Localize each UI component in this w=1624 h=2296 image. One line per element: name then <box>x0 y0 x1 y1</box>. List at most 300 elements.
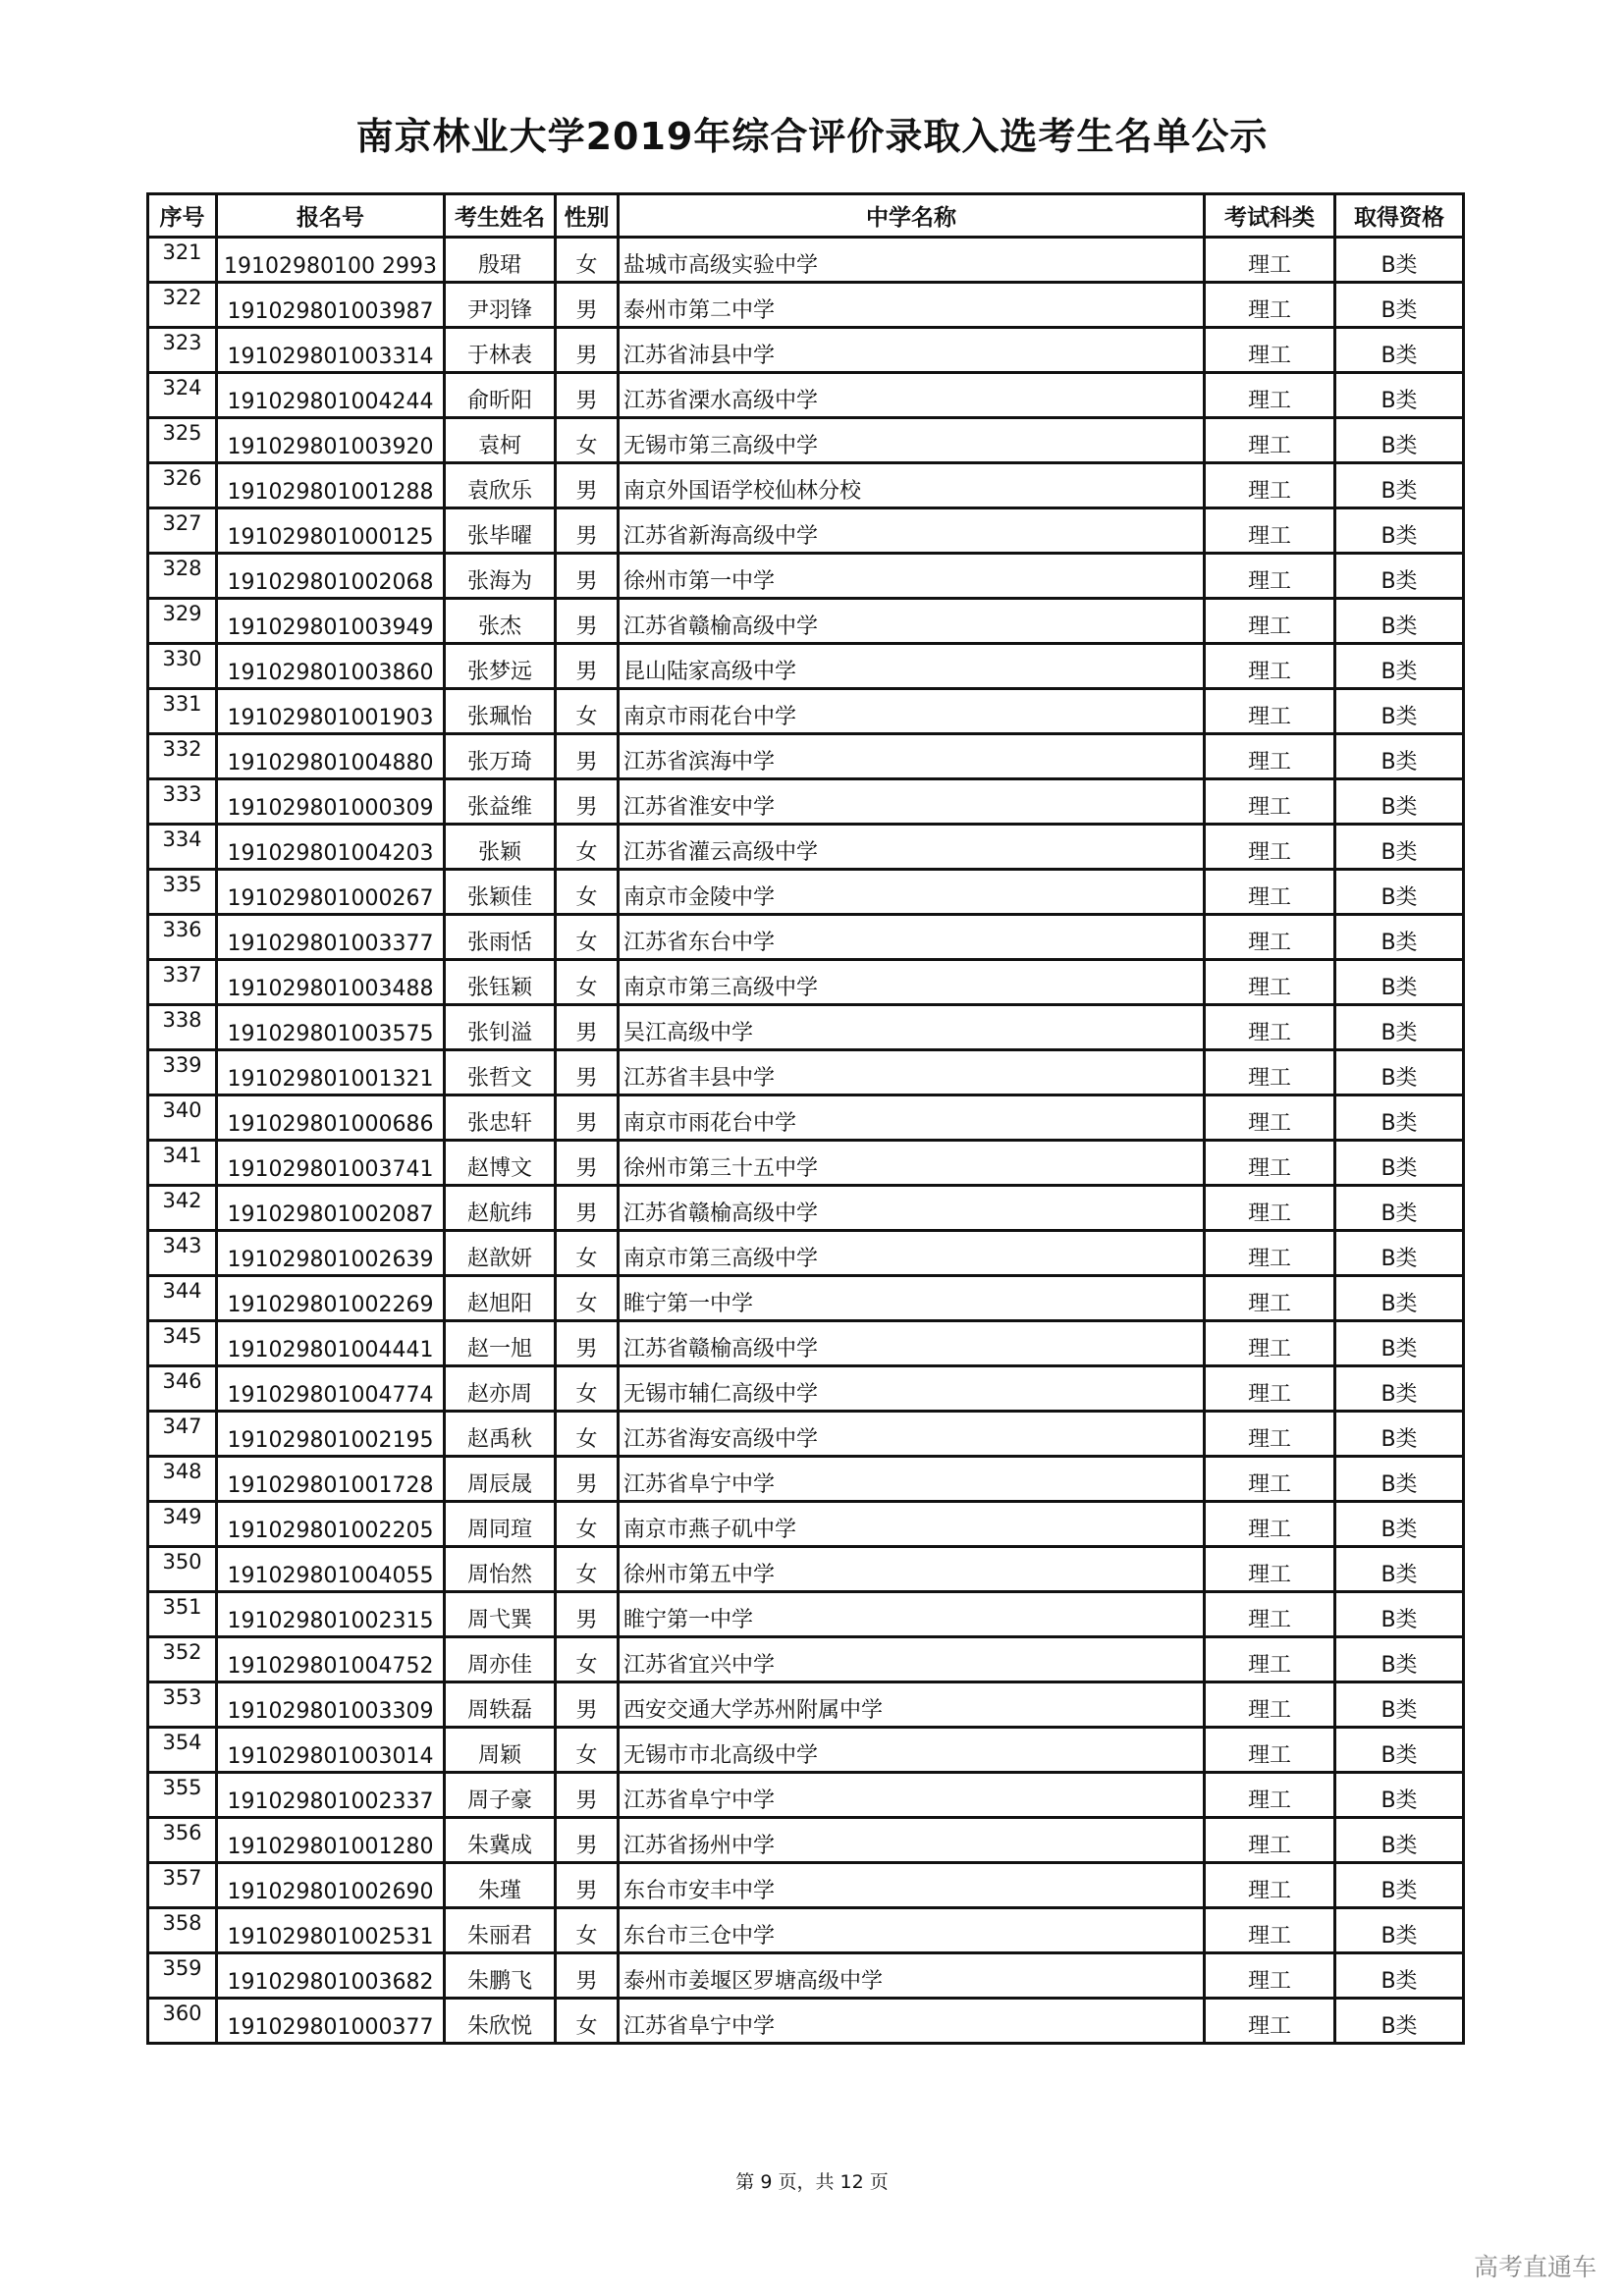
exam-category-cell: 理工 <box>1205 734 1335 779</box>
exam-category-cell: 理工 <box>1205 870 1335 915</box>
qualification-cell: B类 <box>1335 1863 1464 1908</box>
page-footer: 第 9 页，共 12 页 <box>735 2171 889 2193</box>
exam-category-cell: 理工 <box>1205 599 1335 644</box>
table-row <box>148 1186 1464 1231</box>
registration-number-cell: 191029801002690 <box>217 1863 445 1908</box>
table-row <box>148 1412 1464 1457</box>
seq-cell: 355 <box>148 1773 217 1818</box>
registration-number-cell: 191029801003682 <box>217 1953 445 1999</box>
school-name-cell: 江苏省赣榆高级中学 <box>619 1186 1205 1231</box>
table-row <box>148 1863 1464 1908</box>
school-name-cell: 东台市安丰中学 <box>619 1863 1205 1908</box>
candidate-name-cell: 殷珺 <box>445 238 556 283</box>
table-row <box>148 870 1464 915</box>
school-name-cell: 江苏省东台中学 <box>619 915 1205 960</box>
qualification-cell: B类 <box>1335 825 1464 870</box>
gender-cell: 女 <box>556 689 619 734</box>
gender-cell: 女 <box>556 1637 619 1682</box>
gender-cell: 男 <box>556 1863 619 1908</box>
registration-number-cell: 191029801002269 <box>217 1276 445 1321</box>
seq-cell: 321 <box>148 238 217 283</box>
seq-cell: 346 <box>148 1366 217 1412</box>
table-row <box>148 825 1464 870</box>
gender-cell: 男 <box>556 463 619 508</box>
seq-cell: 326 <box>148 463 217 508</box>
seq-cell: 324 <box>148 373 217 418</box>
seq-cell: 331 <box>148 689 217 734</box>
exam-category-cell: 理工 <box>1205 1366 1335 1412</box>
exam-category-cell: 理工 <box>1205 1953 1335 1999</box>
exam-category-cell: 理工 <box>1205 1908 1335 1953</box>
exam-category-cell: 理工 <box>1205 283 1335 328</box>
candidate-name-cell: 周子豪 <box>445 1773 556 1818</box>
qualification-cell: B类 <box>1335 1095 1464 1141</box>
table-row <box>148 644 1464 689</box>
gender-cell: 女 <box>556 870 619 915</box>
table-row <box>148 1366 1464 1412</box>
table-row <box>148 283 1464 328</box>
gender-cell: 男 <box>556 1321 619 1366</box>
seq-cell: 322 <box>148 283 217 328</box>
qualification-cell: B类 <box>1335 1276 1464 1321</box>
qualification-cell: B类 <box>1335 418 1464 463</box>
qualification-cell: B类 <box>1335 1682 1464 1728</box>
gender-cell: 男 <box>556 1592 619 1637</box>
exam-category-cell: 理工 <box>1205 508 1335 554</box>
header-candidate-name: 考生姓名 <box>445 194 556 238</box>
school-name-cell: 南京市雨花台中学 <box>619 689 1205 734</box>
registration-number-cell: 191029801000377 <box>217 1999 445 2044</box>
exam-category-cell: 理工 <box>1205 1502 1335 1547</box>
qualification-cell: B类 <box>1335 508 1464 554</box>
candidate-name-cell: 朱瑾 <box>445 1863 556 1908</box>
table-row <box>148 1502 1464 1547</box>
candidate-name-cell: 张杰 <box>445 599 556 644</box>
school-name-cell: 昆山陆家高级中学 <box>619 644 1205 689</box>
registration-number-cell: 191029801003860 <box>217 644 445 689</box>
table-row <box>148 734 1464 779</box>
registration-number-cell: 191029801004244 <box>217 373 445 418</box>
qualification-cell: B类 <box>1335 779 1464 825</box>
gender-cell: 女 <box>556 1728 619 1773</box>
candidate-name-cell: 张毕曜 <box>445 508 556 554</box>
table-row <box>148 508 1464 554</box>
seq-cell: 325 <box>148 418 217 463</box>
gender-cell: 男 <box>556 373 619 418</box>
gender-cell: 女 <box>556 1502 619 1547</box>
seq-cell: 345 <box>148 1321 217 1366</box>
qualification-cell: B类 <box>1335 1141 1464 1186</box>
registration-number-cell: 191029801003488 <box>217 960 445 1005</box>
exam-category-cell: 理工 <box>1205 1005 1335 1050</box>
school-name-cell: 盐城市高级实验中学 <box>619 238 1205 283</box>
table-row <box>148 554 1464 599</box>
header-school-name: 中学名称 <box>619 194 1205 238</box>
candidate-name-cell: 赵博文 <box>445 1141 556 1186</box>
exam-category-cell: 理工 <box>1205 1412 1335 1457</box>
table-row <box>148 238 1464 283</box>
exam-category-cell: 理工 <box>1205 1547 1335 1592</box>
seq-cell: 323 <box>148 328 217 373</box>
qualification-cell: B类 <box>1335 1999 1464 2044</box>
exam-category-cell: 理工 <box>1205 689 1335 734</box>
registration-number-cell: 191029801001321 <box>217 1050 445 1095</box>
registration-number-cell: 191029801003920 <box>217 418 445 463</box>
table-row <box>148 689 1464 734</box>
table-row <box>148 1276 1464 1321</box>
gender-cell: 男 <box>556 554 619 599</box>
exam-category-cell: 理工 <box>1205 1773 1335 1818</box>
qualification-cell: B类 <box>1335 689 1464 734</box>
registration-number-cell: 191029801001288 <box>217 463 445 508</box>
registration-number-cell: 191029801002068 <box>217 554 445 599</box>
seq-cell: 353 <box>148 1682 217 1728</box>
watermark: 高考直通车 <box>1473 2253 1597 2281</box>
registration-number-cell: 191029801000686 <box>217 1095 445 1141</box>
candidate-name-cell: 张颖 <box>445 825 556 870</box>
seq-cell: 356 <box>148 1818 217 1863</box>
candidate-name-cell: 朱冀成 <box>445 1818 556 1863</box>
registration-number-cell: 191029801002315 <box>217 1592 445 1637</box>
seq-cell: 342 <box>148 1186 217 1231</box>
gender-cell: 男 <box>556 1005 619 1050</box>
registration-number-cell: 191029801003014 <box>217 1728 445 1773</box>
school-name-cell: 江苏省滨海中学 <box>619 734 1205 779</box>
table-row <box>148 463 1464 508</box>
registration-number-cell: 191029801002205 <box>217 1502 445 1547</box>
seq-cell: 336 <box>148 915 217 960</box>
registration-number-cell: 191029801004441 <box>217 1321 445 1366</box>
candidate-name-cell: 张益维 <box>445 779 556 825</box>
school-name-cell: 泰州市姜堰区罗塘高级中学 <box>619 1953 1205 1999</box>
candidate-name-cell: 于林表 <box>445 328 556 373</box>
qualification-cell: B类 <box>1335 1050 1464 1095</box>
table-row <box>148 1773 1464 1818</box>
qualification-cell: B类 <box>1335 1818 1464 1863</box>
school-name-cell: 东台市三仓中学 <box>619 1908 1205 1953</box>
exam-category-cell: 理工 <box>1205 644 1335 689</box>
candidate-name-cell: 袁柯 <box>445 418 556 463</box>
document-title: 南京林业大学2019年综合评价录取入选考生名单公示 <box>355 115 1269 158</box>
registration-number-cell: 19102980100 2993 <box>217 238 445 283</box>
school-name-cell: 江苏省海安高级中学 <box>619 1412 1205 1457</box>
gender-cell: 女 <box>556 238 619 283</box>
registration-number-cell: 191029801002195 <box>217 1412 445 1457</box>
qualification-cell: B类 <box>1335 283 1464 328</box>
registration-number-cell: 191029801000125 <box>217 508 445 554</box>
candidate-name-cell: 张钰颖 <box>445 960 556 1005</box>
candidate-name-cell: 张万琦 <box>445 734 556 779</box>
exam-category-cell: 理工 <box>1205 373 1335 418</box>
gender-cell: 男 <box>556 328 619 373</box>
exam-category-cell: 理工 <box>1205 1999 1335 2044</box>
gender-cell: 女 <box>556 1999 619 2044</box>
registration-number-cell: 191029801003949 <box>217 599 445 644</box>
registration-number-cell: 191029801002087 <box>217 1186 445 1231</box>
gender-cell: 女 <box>556 960 619 1005</box>
seq-cell: 334 <box>148 825 217 870</box>
registration-number-cell: 191029801001280 <box>217 1818 445 1863</box>
school-name-cell: 江苏省灌云高级中学 <box>619 825 1205 870</box>
registration-number-cell: 191029801000309 <box>217 779 445 825</box>
candidate-name-cell: 赵禹秋 <box>445 1412 556 1457</box>
table-row <box>148 1141 1464 1186</box>
table-row <box>148 1999 1464 2044</box>
candidate-name-cell: 俞昕阳 <box>445 373 556 418</box>
exam-category-cell: 理工 <box>1205 779 1335 825</box>
qualification-cell: B类 <box>1335 1773 1464 1818</box>
seq-cell: 351 <box>148 1592 217 1637</box>
candidate-name-cell: 朱鹏飞 <box>445 1953 556 1999</box>
gender-cell: 女 <box>556 1547 619 1592</box>
table-body <box>148 238 1464 2044</box>
seq-cell: 360 <box>148 1999 217 2044</box>
seq-cell: 328 <box>148 554 217 599</box>
gender-cell: 男 <box>556 1818 619 1863</box>
school-name-cell: 江苏省新海高级中学 <box>619 508 1205 554</box>
candidate-name-cell: 赵亦周 <box>445 1366 556 1412</box>
gender-cell: 女 <box>556 418 619 463</box>
seq-cell: 359 <box>148 1953 217 1999</box>
qualification-cell: B类 <box>1335 373 1464 418</box>
candidate-name-cell: 张哲文 <box>445 1050 556 1095</box>
qualification-cell: B类 <box>1335 1592 1464 1637</box>
seq-cell: 348 <box>148 1457 217 1502</box>
exam-category-cell: 理工 <box>1205 960 1335 1005</box>
table-row <box>148 1818 1464 1863</box>
exam-category-cell: 理工 <box>1205 1728 1335 1773</box>
qualification-cell: B类 <box>1335 238 1464 283</box>
school-name-cell: 江苏省淮安中学 <box>619 779 1205 825</box>
exam-category-cell: 理工 <box>1205 328 1335 373</box>
candidate-name-cell: 张忠轩 <box>445 1095 556 1141</box>
school-name-cell: 江苏省扬州中学 <box>619 1818 1205 1863</box>
gender-cell: 男 <box>556 1186 619 1231</box>
school-name-cell: 江苏省丰县中学 <box>619 1050 1205 1095</box>
seq-cell: 333 <box>148 779 217 825</box>
qualification-cell: B类 <box>1335 1005 1464 1050</box>
qualification-cell: B类 <box>1335 1728 1464 1773</box>
gender-cell: 男 <box>556 1773 619 1818</box>
table-row <box>148 1321 1464 1366</box>
table-row <box>148 1095 1464 1141</box>
registration-number-cell: 191029801003741 <box>217 1141 445 1186</box>
gender-cell: 男 <box>556 1050 619 1095</box>
candidate-name-cell: 周同瑄 <box>445 1502 556 1547</box>
school-name-cell: 江苏省宜兴中学 <box>619 1637 1205 1682</box>
school-name-cell: 江苏省沛县中学 <box>619 328 1205 373</box>
school-name-cell: 徐州市第三十五中学 <box>619 1141 1205 1186</box>
school-name-cell: 江苏省阜宁中学 <box>619 1457 1205 1502</box>
table-row <box>148 1457 1464 1502</box>
qualification-cell: B类 <box>1335 1366 1464 1412</box>
candidate-name-cell: 张海为 <box>445 554 556 599</box>
table-row <box>148 1005 1464 1050</box>
school-name-cell: 无锡市第三高级中学 <box>619 418 1205 463</box>
candidate-name-cell: 周轶磊 <box>445 1682 556 1728</box>
gender-cell: 男 <box>556 644 619 689</box>
school-name-cell: 南京市金陵中学 <box>619 870 1205 915</box>
qualification-cell: B类 <box>1335 734 1464 779</box>
seq-cell: 352 <box>148 1637 217 1682</box>
seq-cell: 338 <box>148 1005 217 1050</box>
gender-cell: 男 <box>556 1141 619 1186</box>
table-row <box>148 779 1464 825</box>
candidate-name-cell: 朱欣悦 <box>445 1999 556 2044</box>
table-row <box>148 1547 1464 1592</box>
seq-cell: 341 <box>148 1141 217 1186</box>
qualification-cell: B类 <box>1335 870 1464 915</box>
qualification-cell: B类 <box>1335 1321 1464 1366</box>
candidate-name-cell: 周弋巽 <box>445 1592 556 1637</box>
qualification-cell: B类 <box>1335 644 1464 689</box>
exam-category-cell: 理工 <box>1205 238 1335 283</box>
gender-cell: 男 <box>556 508 619 554</box>
exam-category-cell: 理工 <box>1205 1276 1335 1321</box>
registration-number-cell: 191029801003987 <box>217 283 445 328</box>
candidate-name-cell: 张颖佳 <box>445 870 556 915</box>
exam-category-cell: 理工 <box>1205 1592 1335 1637</box>
qualification-cell: B类 <box>1335 1502 1464 1547</box>
registration-number-cell: 191029801001728 <box>217 1457 445 1502</box>
candidate-name-cell: 张钊溢 <box>445 1005 556 1050</box>
registration-number-cell: 191029801004752 <box>217 1637 445 1682</box>
gender-cell: 男 <box>556 1682 619 1728</box>
school-name-cell: 徐州市第五中学 <box>619 1547 1205 1592</box>
gender-cell: 女 <box>556 1412 619 1457</box>
candidate-name-cell: 赵旭阳 <box>445 1276 556 1321</box>
table-row <box>148 418 1464 463</box>
registration-number-cell: 191029801003575 <box>217 1005 445 1050</box>
exam-category-cell: 理工 <box>1205 1095 1335 1141</box>
exam-category-cell: 理工 <box>1205 1457 1335 1502</box>
exam-category-cell: 理工 <box>1205 915 1335 960</box>
exam-category-cell: 理工 <box>1205 1637 1335 1682</box>
candidate-name-cell: 周辰晟 <box>445 1457 556 1502</box>
candidate-name-cell: 周颖 <box>445 1728 556 1773</box>
qualification-cell: B类 <box>1335 554 1464 599</box>
school-name-cell: 江苏省赣榆高级中学 <box>619 1321 1205 1366</box>
gender-cell: 女 <box>556 1276 619 1321</box>
candidate-name-cell: 尹羽锋 <box>445 283 556 328</box>
registration-number-cell: 191029801004880 <box>217 734 445 779</box>
exam-category-cell: 理工 <box>1205 1050 1335 1095</box>
gender-cell: 女 <box>556 1366 619 1412</box>
candidate-name-cell: 张雨恬 <box>445 915 556 960</box>
seq-cell: 343 <box>148 1231 217 1276</box>
exam-category-cell: 理工 <box>1205 418 1335 463</box>
qualification-cell: B类 <box>1335 1457 1464 1502</box>
candidate-name-cell: 周亦佳 <box>445 1637 556 1682</box>
table-row <box>148 1953 1464 1999</box>
seq-cell: 339 <box>148 1050 217 1095</box>
candidate-name-cell: 袁欣乐 <box>445 463 556 508</box>
school-name-cell: 南京外国语学校仙林分校 <box>619 463 1205 508</box>
seq-cell: 327 <box>148 508 217 554</box>
seq-cell: 340 <box>148 1095 217 1141</box>
qualification-cell: B类 <box>1335 960 1464 1005</box>
exam-category-cell: 理工 <box>1205 1141 1335 1186</box>
school-name-cell: 泰州市第二中学 <box>619 283 1205 328</box>
exam-category-cell: 理工 <box>1205 554 1335 599</box>
exam-category-cell: 理工 <box>1205 1682 1335 1728</box>
header-seq: 序号 <box>148 194 217 238</box>
qualification-cell: B类 <box>1335 599 1464 644</box>
seq-cell: 358 <box>148 1908 217 1953</box>
school-name-cell: 南京市燕子矶中学 <box>619 1502 1205 1547</box>
seq-cell: 344 <box>148 1276 217 1321</box>
seq-cell: 329 <box>148 599 217 644</box>
registration-number-cell: 191029801003377 <box>217 915 445 960</box>
qualification-cell: B类 <box>1335 915 1464 960</box>
table-row <box>148 1050 1464 1095</box>
seq-cell: 335 <box>148 870 217 915</box>
school-name-cell: 江苏省溧水高级中学 <box>619 373 1205 418</box>
table-row <box>148 915 1464 960</box>
school-name-cell: 江苏省赣榆高级中学 <box>619 599 1205 644</box>
registration-number-cell: 191029801000267 <box>217 870 445 915</box>
table-row <box>148 1231 1464 1276</box>
registration-number-cell: 191029801004203 <box>217 825 445 870</box>
school-name-cell: 无锡市辅仁高级中学 <box>619 1366 1205 1412</box>
school-name-cell: 南京市雨花台中学 <box>619 1095 1205 1141</box>
gender-cell: 男 <box>556 1095 619 1141</box>
gender-cell: 女 <box>556 915 619 960</box>
registration-number-cell: 191029801001903 <box>217 689 445 734</box>
seq-cell: 330 <box>148 644 217 689</box>
table-row <box>148 1592 1464 1637</box>
gender-cell: 女 <box>556 1231 619 1276</box>
qualification-cell: B类 <box>1335 1547 1464 1592</box>
admission-list-table <box>146 192 1465 2045</box>
table-row <box>148 373 1464 418</box>
qualification-cell: B类 <box>1335 1186 1464 1231</box>
registration-number-cell: 191029801004055 <box>217 1547 445 1592</box>
table-header-row <box>148 194 1464 238</box>
seq-cell: 349 <box>148 1502 217 1547</box>
seq-cell: 337 <box>148 960 217 1005</box>
seq-cell: 350 <box>148 1547 217 1592</box>
gender-cell: 男 <box>556 283 619 328</box>
header-exam-category: 考试科类 <box>1205 194 1335 238</box>
exam-category-cell: 理工 <box>1205 1818 1335 1863</box>
seq-cell: 347 <box>148 1412 217 1457</box>
school-name-cell: 无锡市市北高级中学 <box>619 1728 1205 1773</box>
seq-cell: 357 <box>148 1863 217 1908</box>
seq-cell: 354 <box>148 1728 217 1773</box>
candidate-name-cell: 张珮怡 <box>445 689 556 734</box>
qualification-cell: B类 <box>1335 1908 1464 1953</box>
gender-cell: 男 <box>556 599 619 644</box>
gender-cell: 女 <box>556 1908 619 1953</box>
registration-number-cell: 191029801003314 <box>217 328 445 373</box>
registration-number-cell: 191029801002639 <box>217 1231 445 1276</box>
gender-cell: 男 <box>556 1457 619 1502</box>
candidate-name-cell: 朱丽君 <box>445 1908 556 1953</box>
registration-number-cell: 191029801002531 <box>217 1908 445 1953</box>
candidate-name-cell: 张梦远 <box>445 644 556 689</box>
exam-category-cell: 理工 <box>1205 1321 1335 1366</box>
gender-cell: 女 <box>556 825 619 870</box>
exam-category-cell: 理工 <box>1205 825 1335 870</box>
exam-category-cell: 理工 <box>1205 1231 1335 1276</box>
table-row <box>148 599 1464 644</box>
candidate-name-cell: 赵航纬 <box>445 1186 556 1231</box>
school-name-cell: 睢宁第一中学 <box>619 1592 1205 1637</box>
header-qualification: 取得资格 <box>1335 194 1464 238</box>
table-row <box>148 1908 1464 1953</box>
gender-cell: 男 <box>556 734 619 779</box>
